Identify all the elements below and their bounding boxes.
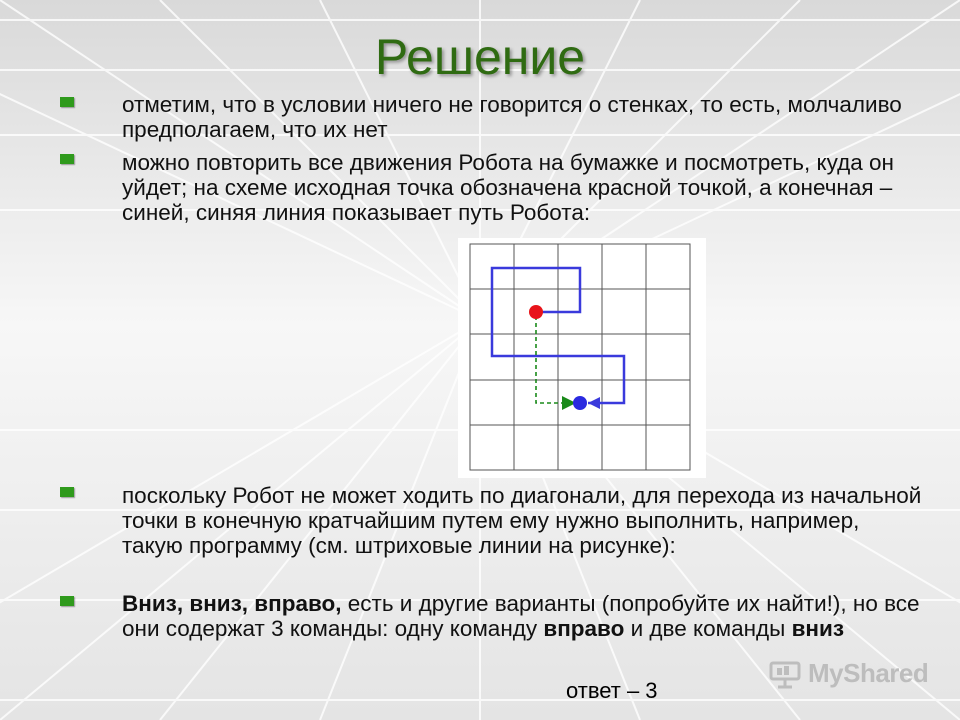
bullet-marker xyxy=(60,487,74,497)
bold-text-segment: Вниз, вниз, вправо, xyxy=(122,591,342,616)
start-point xyxy=(529,305,543,319)
text-segment: есть и другие варианты (попробуйте их найти!), но все они содержат 3 команды: одну команду xyxy=(122,591,920,641)
bullet-marker xyxy=(60,97,74,107)
bullet-text-repeat-moves xyxy=(122,150,922,225)
end-point xyxy=(573,396,587,410)
presentation-icon xyxy=(768,659,802,689)
watermark-logo xyxy=(768,658,928,689)
bullet-text-program xyxy=(122,591,922,641)
bullet-marker xyxy=(60,596,74,606)
text-segment: отметим, что в условии ничего не говорится о стенках, то есть, молчаливо предполагаем, что их нет xyxy=(122,92,902,142)
bold-text-segment: вправо xyxy=(543,616,625,641)
bullet-text-no-diagonal xyxy=(122,483,922,558)
text-segment: и две команды xyxy=(624,616,792,641)
robot-path-diagram xyxy=(458,238,706,478)
bold-text-segment: вниз xyxy=(791,616,845,641)
bullet-text-walls xyxy=(122,92,922,142)
text-segment: поскольку Робот не может ходить по диагонали, для перехода из начальной точки в конечную кратчайшим путем ему нужно выполнить, например, такую программу (см. штриховые линии на рисунке): xyxy=(122,483,922,558)
answer-text: ответ – 3 xyxy=(566,678,658,703)
diagram-background xyxy=(458,238,706,478)
watermark-text: MyShared xyxy=(808,658,929,688)
bullet-marker xyxy=(60,154,74,164)
slide-title: Решение xyxy=(374,29,586,85)
text-segment: можно повторить все движения Робота на бумажке и посмотреть, куда он уйдет; на схеме исходная точка обозначена красной точкой, а конечная – синей, синяя линия показывает путь Робота: xyxy=(122,150,894,225)
